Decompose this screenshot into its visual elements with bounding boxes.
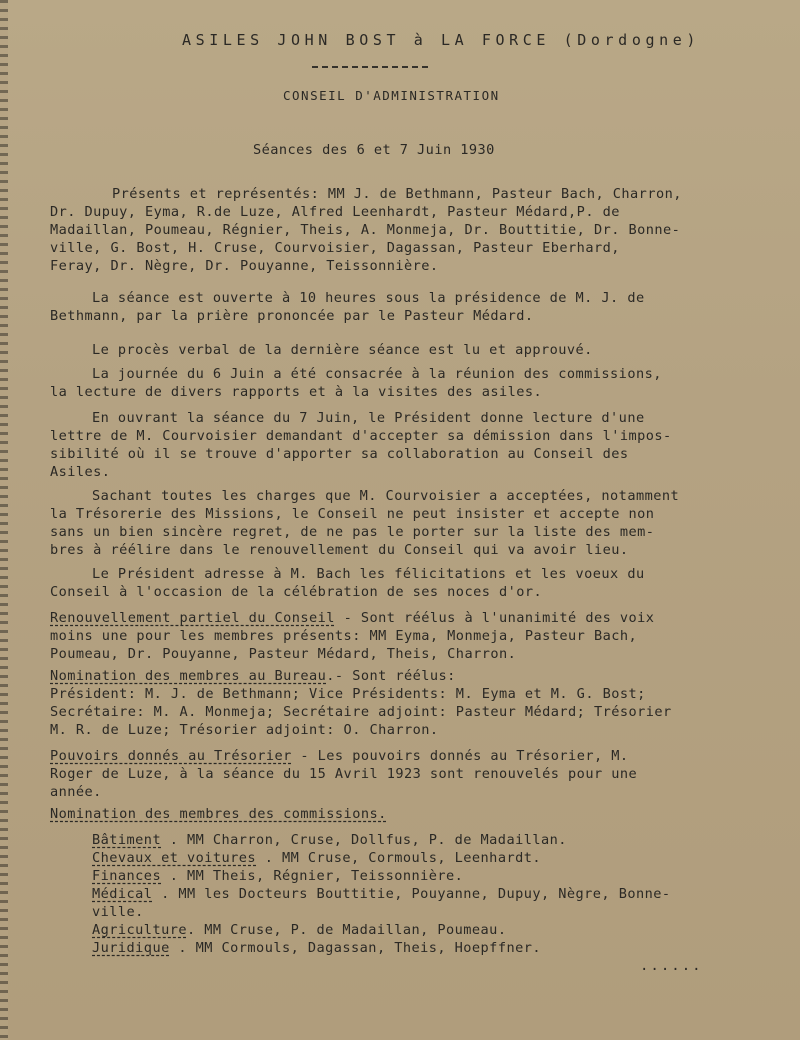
journee-line-2: la lecture de divers rapports et à la visites des asiles.	[50, 384, 543, 400]
commission-finances	[92, 868, 463, 884]
bureau-line-4: M. R. de Luze; Trésorier adjoint: O. Charron.	[50, 722, 439, 738]
pouvoirs-line-1	[50, 748, 629, 764]
commission-name: Agriculture	[92, 922, 187, 938]
commission-members: . MM Cormouls, Dagassan, Theis, Hoepffner.	[169, 940, 541, 956]
commission-chevaux	[92, 850, 541, 866]
pouvoirs-line-3: année.	[50, 784, 102, 800]
letter-line-1: En ouvrant la séance du 7 Juin, le Président donne lecture d'une	[92, 410, 645, 426]
letter-line-4: Asiles.	[50, 464, 111, 480]
present-line-3: Madaillan, Poumeau, Régnier, Theis, A. Monmeja, Dr. Bouttitie, Dr. Bonne-	[50, 222, 681, 238]
bureau-line-3: Secrétaire: M. A. Monmeja; Secrétaire adjoint: Pasteur Médard; Trésorier	[50, 704, 672, 720]
present-line-1: Présents et représentés: MM J. de Bethmann, Pasteur Bach, Charron,	[112, 186, 682, 202]
opening-line-1: La séance est ouverte à 10 heures sous la présidence de M. J. de	[92, 290, 645, 306]
commission-name: Médical	[92, 886, 153, 902]
commission-agriculture	[92, 922, 506, 938]
commission-medical-cont	[92, 904, 144, 920]
bureau-line-1	[50, 668, 456, 684]
commission-name: Chevaux et voitures	[92, 850, 257, 866]
renouvellement-heading: Renouvellement partiel du Conseil	[50, 610, 335, 626]
commission-batiment	[92, 832, 567, 848]
letter-line-2: lettre de M. Courvoisier demandant d'accepter sa démission dans l'impos-	[50, 428, 672, 444]
bureau-heading: Nomination des membres au Bureau	[50, 668, 327, 684]
journee-line-1: La journée du 6 Juin a été consacrée à la réunion des commissions,	[92, 366, 662, 382]
commission-juridique	[92, 940, 541, 956]
pouvoirs-text: - Les pouvoirs donnés au Trésorier, M.	[291, 748, 629, 764]
renouvellement-line-2: moins une pour les membres présents: MM Eyma, Monmeja, Pasteur Bach,	[50, 628, 638, 644]
end-dots: ......	[640, 958, 703, 974]
pouvoirs-line-2: Roger de Luze, à la séance du 15 Avril 1923 sont renouvelés pour une	[50, 766, 638, 782]
session-date: Séances des 6 et 7 Juin 1930	[253, 142, 495, 158]
commission-name: Juridique	[92, 940, 170, 956]
commission-members: . MM Cruse, P. de Madaillan, Poumeau.	[186, 922, 507, 938]
document-subtitle: CONSEIL D'ADMINISTRATION	[283, 88, 500, 103]
title-rule	[312, 66, 428, 68]
present-line-4: ville, G. Bost, H. Cruse, Courvoisier, Dagassan, Pasteur Eberhard,	[50, 240, 620, 256]
congrats-line-2: Conseil à l'occasion de la célébration de ses noces d'or.	[50, 584, 543, 600]
bureau-text: .- Sont réélus:	[326, 668, 456, 684]
charges-line-2: la Trésorerie des Missions, le Conseil ne peut insister et accepte non	[50, 506, 655, 522]
renouvellement-text: - Sont réélus à l'unanimité des voix	[334, 610, 655, 626]
charges-line-1: Sachant toutes les charges que M. Courvoisier a acceptées, notamment	[92, 488, 680, 504]
renouvellement-line-1	[50, 610, 654, 626]
commission-members: . MM les Docteurs Bouttitie, Pouyanne, Dupuy, Nègre, Bonne-	[152, 886, 671, 902]
renouvellement-line-3: Poumeau, Dr. Pouyanne, Pasteur Médard, Theis, Charron.	[50, 646, 517, 662]
bureau-line-2: Président: M. J. de Bethmann; Vice Présidents: M. Eyma et M. G. Bost;	[50, 686, 646, 702]
commission-name: Finances	[92, 868, 162, 884]
letter-line-3: sibilité où il se trouve d'apporter sa collaboration au Conseil des	[50, 446, 629, 462]
document-title: ASILES JOHN BOST à LA FORCE (Dordogne)	[182, 31, 700, 49]
minutes-line: Le procès verbal de la dernière séance est lu et approuvé.	[92, 342, 593, 358]
binding-holes	[0, 0, 8, 1040]
pouvoirs-heading: Pouvoirs donnés au Trésorier	[50, 748, 292, 764]
commission-members: ville.	[92, 904, 144, 920]
opening-line-2: Bethmann, par la prière prononcée par le Pasteur Médard.	[50, 308, 534, 324]
commission-medical	[92, 886, 671, 902]
congrats-line-1: Le Président adresse à M. Bach les félicitations et les voeux du	[92, 566, 645, 582]
charges-line-3: sans un bien sincère regret, de ne pas le porter sur la liste des mem-	[50, 524, 655, 540]
commission-members: . MM Cruse, Cormouls, Leenhardt.	[256, 850, 541, 866]
commission-members: . MM Charron, Cruse, Dollfus, P. de Madaillan.	[161, 832, 567, 848]
commission-name: Bâtiment	[92, 832, 162, 848]
charges-line-4: bres à réélire dans le renouvellement du Conseil qui va avoir lieu.	[50, 542, 629, 558]
commissions-heading: Nomination des membres des commissions.	[50, 806, 387, 822]
commission-members: . MM Theis, Régnier, Teissonnière.	[161, 868, 464, 884]
present-line-2: Dr. Dupuy, Eyma, R.de Luze, Alfred Leenhardt, Pasteur Médard,P. de	[50, 204, 620, 220]
present-line-5: Feray, Dr. Nègre, Dr. Pouyanne, Teissonnière.	[50, 258, 439, 274]
